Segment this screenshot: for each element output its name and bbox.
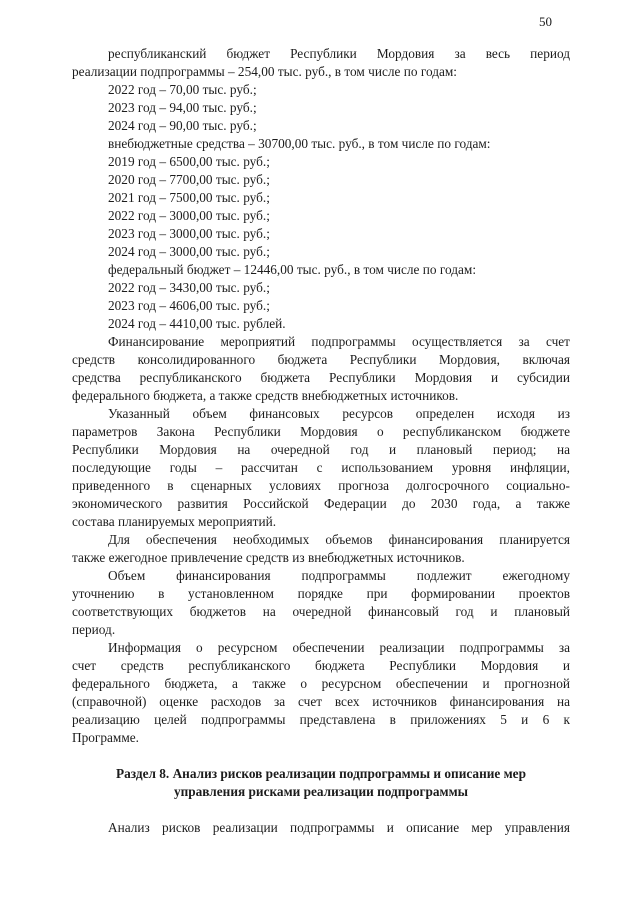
text-line: 2023 год – 4606,00 тыс. руб.; [108, 298, 270, 313]
text-line: внебюджетные средства – 30700,00 тыс. руб., в том числе по годам: [108, 136, 491, 151]
text-line: экономического развития Российской Федерации до 2030 года, а также [72, 496, 570, 511]
text-line: уточнению в установленном порядке при формировании проектов [72, 586, 570, 601]
text-line: 2024 год – 4410,00 тыс. рублей. [108, 316, 286, 331]
text-line: счет средств республиканского бюджета Республики Мордовия и [72, 658, 570, 673]
text-line: Для обеспечения необходимых объемов финансирования планируется [108, 532, 570, 547]
text-line: 2023 год – 94,00 тыс. руб.; [108, 100, 257, 115]
text-line: средства республиканского бюджета Республики Мордовия и субсидии [72, 370, 570, 385]
text-line: также ежегодное привлечение средств из внебюджетных источников. [72, 550, 465, 565]
text-line: параметров Закона Республики Мордовия о республиканском бюджете [72, 424, 570, 439]
text-line: федерального бюджета, а также о ресурсном обеспечении и прогнозной [72, 676, 570, 691]
text-line: 2023 год – 3000,00 тыс. руб.; [108, 226, 270, 241]
text-line: реализации подпрограммы – 254,00 тыс. руб., в том числе по годам: [72, 64, 457, 79]
text-line: Программе. [72, 730, 139, 745]
text-line: 2021 год – 7500,00 тыс. руб.; [108, 190, 270, 205]
text-line: последующие годы – рассчитан с использованием уровня инфляции, [72, 460, 570, 475]
text-line: Указанный объем финансовых ресурсов определен исходя из [108, 406, 570, 421]
text-line: 2022 год – 3430,00 тыс. руб.; [108, 280, 270, 295]
text-line: реализацию целей подпрограммы представлена в приложениях 5 и 6 к [72, 712, 570, 727]
text-line: период. [72, 622, 116, 637]
text-line: 2019 год – 6500,00 тыс. руб.; [108, 154, 270, 169]
text-line: 2024 год – 90,00 тыс. руб.; [108, 118, 257, 133]
text-line: 2022 год – 70,00 тыс. руб.; [108, 82, 257, 97]
section-heading: управления рисками реализации подпрограммы [173, 784, 469, 799]
text-line: 2020 год – 7700,00 тыс. руб.; [108, 172, 270, 187]
text-line: 2022 год – 3000,00 тыс. руб.; [108, 208, 270, 223]
text-line: соответствующих бюджетов на очередной финансовый год и плановый [72, 604, 570, 619]
text-line: 2024 год – 3000,00 тыс. руб.; [108, 244, 270, 259]
text-line: Финансирование мероприятий подпрограммы осуществляется за счет [108, 334, 570, 349]
text-line: республиканский бюджет Республики Мордовия за весь период [108, 46, 570, 61]
text-line: состава планируемых мероприятий. [72, 514, 277, 529]
text-line: Объем финансирования подпрограммы подлежит ежегодному [108, 568, 570, 583]
section-heading: Раздел 8. Анализ рисков реализации подпрограммы и описание мер [116, 766, 526, 781]
text-line: Республики Мордовия на очередной год и плановый период; на [72, 442, 570, 457]
text-line: федеральный бюджет – 12446,00 тыс. руб., в том числе по годам: [108, 262, 477, 277]
text-line: федерального бюджета, а также средств внебюджетных источников. [72, 388, 459, 403]
text-line: Анализ рисков реализации подпрограммы и описание мер управления [108, 820, 570, 835]
text-line: приведенного в сценарных условиях прогноза долгосрочного социально- [72, 478, 570, 493]
page-number: 50 [539, 14, 552, 29]
text-line: Информация о ресурсном обеспечении реализации подпрограммы за [108, 640, 570, 655]
text-line: (справочной) оценке расходов за счет всех источников финансирования на [72, 694, 570, 709]
text-line: средств консолидированного бюджета Республики Мордовия, включая [72, 352, 570, 367]
